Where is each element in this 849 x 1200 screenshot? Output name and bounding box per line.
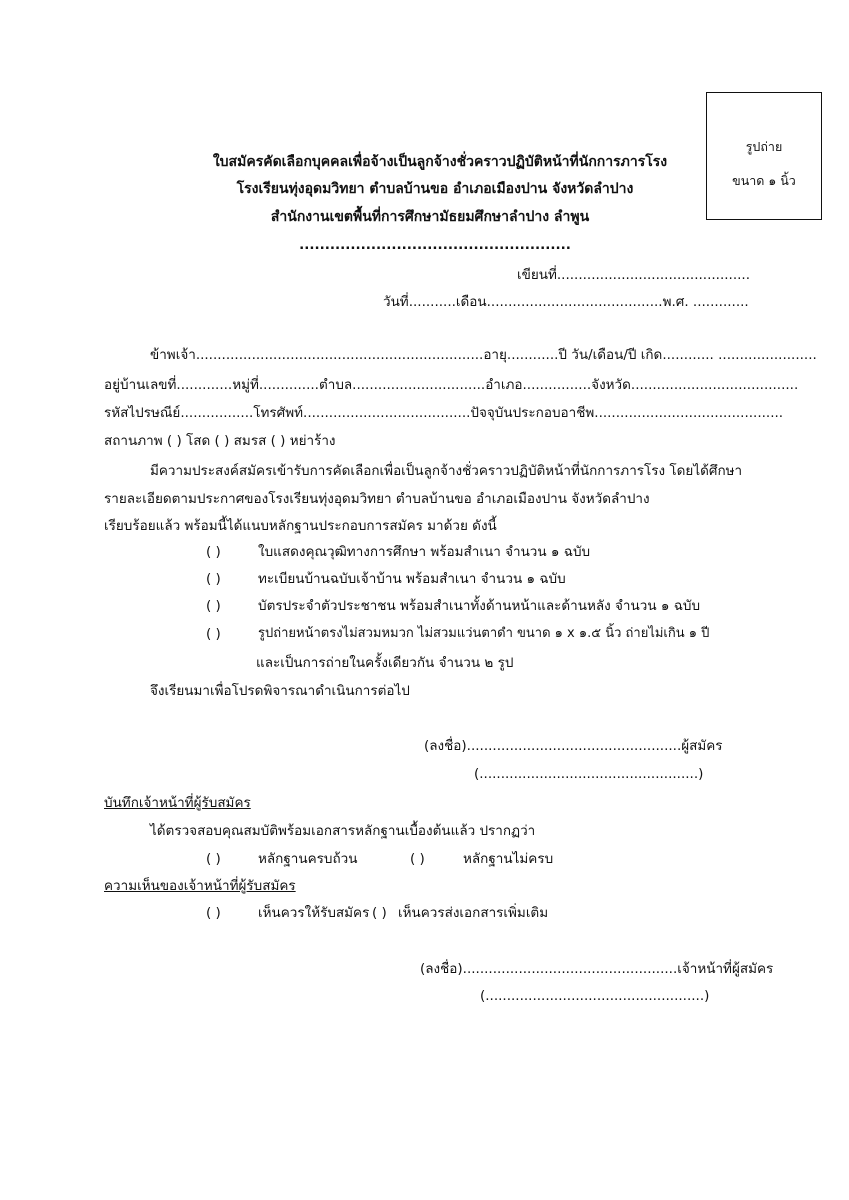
form-title: ใบสมัครคัดเลือกบุคคลเพื่อจ้างเป็นลูกจ้างชั่วคราวปฏิบัติหน้าที่นักการภารโรง — [212, 154, 668, 170]
accept-label: เห็นควรให้รับสมัคร — [258, 905, 370, 921]
applicant-signature-line[interactable]: (ลงชื่อ)..................................................ผู้สมัคร — [424, 738, 723, 754]
officer-record-heading: บันทึกเจ้าหน้าที่ผู้รับสมัคร — [104, 795, 251, 811]
accept-checkbox[interactable]: ( ) — [206, 905, 221, 921]
marital-status[interactable]: สถานภาพ ( ) โสด ( ) สมรส ( ) หย่าร้าง — [104, 433, 336, 449]
name-age-line[interactable]: ข้าพเจ้า...................................................................อายุ............ปี วัน/เดือน/ปี เกิด............ ....................... — [150, 347, 817, 363]
doc-checkbox[interactable]: ( ) — [206, 626, 221, 642]
closing-text: จึงเรียนมาเพื่อโปรดพิจารณาดำเนินการต่อไป — [150, 683, 410, 699]
incomplete-checkbox[interactable]: ( ) — [410, 851, 425, 867]
doc-item: ทะเบียนบ้านฉบับเจ้าบ้าน พร้อมสำเนา จำนวน ๑ ฉบับ — [258, 571, 566, 587]
doc-item: รูปถ่ายหน้าตรงไม่สวมหมวก ไม่สวมแว่นตาดำ ขนาด ๑ x ๑.๕ นิ้ว ถ่ายไม่เกิน ๑ ปี — [258, 626, 710, 641]
contact-line[interactable]: รหัสไปรษณีย์.................โทรศัพท์.......................................ปัจจุบันประกอบอาชีพ............................................ — [104, 405, 784, 421]
photo-size: ขนาด ๑ นิ้ว — [732, 173, 796, 188]
school-line: โรงเรียนทุ่งอุดมวิทยา ตำบลบ้านขอ อำเภอเมืองปาน จังหวัดลำปาง — [236, 181, 634, 197]
written-at[interactable]: เขียนที่............................................. — [517, 267, 750, 283]
doc-checkbox[interactable]: ( ) — [206, 544, 221, 560]
doc-checkbox[interactable]: ( ) — [206, 571, 221, 587]
more-docs-checkbox[interactable]: ( ) — [372, 905, 387, 921]
complete-label: หลักฐานครบถ้วน — [258, 851, 358, 867]
date-line[interactable]: วันที่...........เดือน.........................................พ.ศ. ............. — [383, 294, 749, 310]
intent-line-2: รายละเอียดตามประกาศของโรงเรียนทุ่งอุดมวิทยา ตำบลบ้านขอ อำเภอเมืองปาน จังหวัดลำปาง — [104, 491, 650, 507]
more-docs-label: เห็นควรส่งเอกสารเพิ่มเติม — [398, 905, 549, 921]
title-rule: ..................................................... — [299, 237, 571, 253]
intent-line-3: เรียบร้อยแล้ว พร้อมนี้ได้แนบหลักฐานประกอบการสมัคร มาด้วย ดังนี้ — [104, 518, 497, 534]
doc-item: บัตรประจำตัวประชาชน พร้อมสำเนาทั้งด้านหน้าและด้านหลัง จำนวน ๑ ฉบับ — [258, 598, 701, 614]
address-line[interactable]: อยู่บ้านเลขที่.............หมู่ที่..............ตำบล...............................อำเภอ................จังหวัด....................................... — [104, 377, 799, 393]
photo-label: รูปถ่าย — [745, 139, 783, 154]
officer-signature-line[interactable]: (ลงชื่อ)..................................................เจ้าหน้าที่ผู้สมัคร — [420, 961, 774, 977]
doc-item: ใบแสดงคุณวุฒิทางการศึกษา พร้อมสำเนา จำนวน ๑ ฉบับ — [258, 544, 591, 560]
intent-line-1: มีความประสงค์สมัครเข้ารับการคัดเลือกเพื่อเป็นลูกจ้างชั่วคราวปฏิบัติหน้าที่นักการภารโรง โดยได้ศึกษา — [150, 463, 743, 479]
officer-name-line[interactable]: (...................................................) — [480, 988, 710, 1004]
office-line: สำนักงานเขตพื้นที่การศึกษามัธยมศึกษาลำปาง ลำพูน — [270, 209, 590, 225]
doc-item-continued: และเป็นการถ่ายในครั้งเดียวกัน จำนวน ๒ รูป — [256, 655, 514, 671]
complete-checkbox[interactable]: ( ) — [206, 851, 221, 867]
applicant-name-line[interactable]: (...................................................) — [474, 766, 704, 782]
officer-record-text: ได้ตรวจสอบคุณสมบัติพร้อมเอกสารหลักฐานเบื้องต้นแล้ว ปรากฏว่า — [150, 823, 536, 839]
incomplete-label: หลักฐานไม่ครบ — [463, 851, 554, 867]
officer-opinion-heading: ความเห็นของเจ้าหน้าที่ผู้รับสมัคร — [104, 878, 296, 894]
doc-checkbox[interactable]: ( ) — [206, 598, 221, 614]
